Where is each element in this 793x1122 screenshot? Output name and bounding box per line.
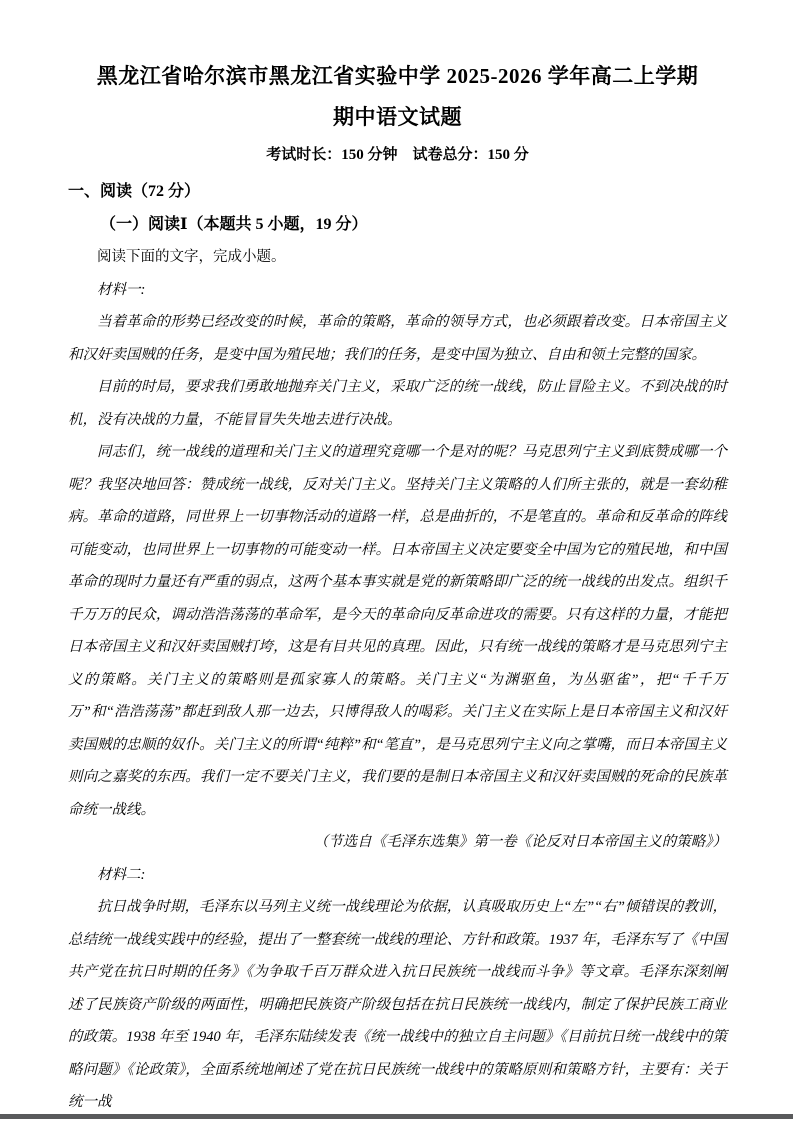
- material-1-paragraph: 目前的时局，要求我们勇敢地抛弃关门主义，采取广泛的统一战线，防止冒险主义。不到决战的时机，没有决战的力量，不能冒冒失失地去进行决战。: [68, 379, 727, 428]
- reading-instruction: 阅读下面的文字，完成小题。: [97, 249, 286, 265]
- document-title-line1: 黑龙江省哈尔滨市黑龙江省实验中学 2025-2026 学年高二上学期: [96, 64, 699, 88]
- exam-duration-and-total-score: 考试时长：150 分钟 试卷总分：150 分: [266, 147, 529, 163]
- material-1-paragraph: 同志们，统一战线的道理和关门主义的道理究竟哪一个是对的呢？马克思列宁主义到底赞成哪一个呢？我坚决地回答：赞成统一战线，反对关门主义。坚持关门主义策略的人们所主张的，就是一套幼稚病。革命的道路，同世界上一切事物活动的道路一样，总是曲折的，不是笔直的。革命和反革命的阵线可能变动，也同世界上一切事物的可能变动一样。日本帝国主义决定要变全中国为它的殖民地，和中国革命的现时力量还有严重的弱点，这两个基本事实就是党的新策略即广泛的统一战线的出发点。组织千千万万的民众，调动浩浩荡荡的革命军，是今天的革命向反革命进攻的需要。只有这样的力量，才能把日本帝国主义和汉奸卖国贼打垮，这是有目共见的真理。因此，只有统一战线的策略才是马克思列宁主义的策略。关门主义的策略则是孤家寡人的策略。关门主义“为渊驱鱼，为丛驱雀”，把“千千万万”和“浩浩荡荡”都赶到敌人那一边去，只博得敌人的喝彩。关门主义在实际上是日本帝国主义和汉奸卖国贼的忠顺的奴仆。关门主义的所谓“纯粹”和“笔直”，是马克思列宁主义向之掌嘴，而日本帝国主义则向之嘉奖的东西。我们一定不要关门主义，我们要的是制日本帝国主义和汉奸卖国贼的死命的民族革命统一战线。: [68, 444, 727, 818]
- material-2-label: 材料二:: [97, 866, 146, 883]
- material-1-paragraph: 当着革命的形势已经改变的时候，革命的策略，革命的领导方式，也必须跟着改变。日本帝国主义和汉奸卖国贼的任务，是变中国为殖民地；我们的任务，是变中国为独立、自由和领土完整的国家。: [68, 314, 727, 363]
- section-heading-reading: 一、阅读（72 分）: [68, 183, 201, 200]
- subsection-heading-reading-1: （一）阅读Ⅰ（本题共 5 小题，19 分）: [100, 215, 368, 233]
- material-1-label: 材料一:: [97, 281, 146, 298]
- material-2-paragraph: 抗日战争时期，毛泽东以马列主义统一战线理论为依据，认真吸取历史上“左”“右”倾错误的教训，总结统一战线实践中的经验，提出了一整套统一战线的理论、方针和政策。1937 年，毛泽东写了《中国共产党在抗日时期的任务》《为争取千百万群众进入抗日民族统一战线而斗争》等文章。毛泽东深刻阐述了民族资产阶级的两面性，明确把民族资产阶级包括在抗日民族统一战线内，制定了保护民族工商业的政策。1938 年至 1940 年，毛泽东陆续发表《统一战线中的独立自主问题》《目前抗日统一战线中的策略问题》《论政策》，全面系统地阐述了党在抗日民族统一战线中的策略原则和策略方针，主要有：关于统一战: [68, 899, 727, 1110]
- document-title-line2: 期中语文试题: [333, 105, 462, 129]
- window-bottom-edge: [0, 1114, 793, 1119]
- material-1-source-attribution: （节选自《毛泽东选集》第一卷《论反对日本帝国主义的策略》）: [313, 834, 727, 850]
